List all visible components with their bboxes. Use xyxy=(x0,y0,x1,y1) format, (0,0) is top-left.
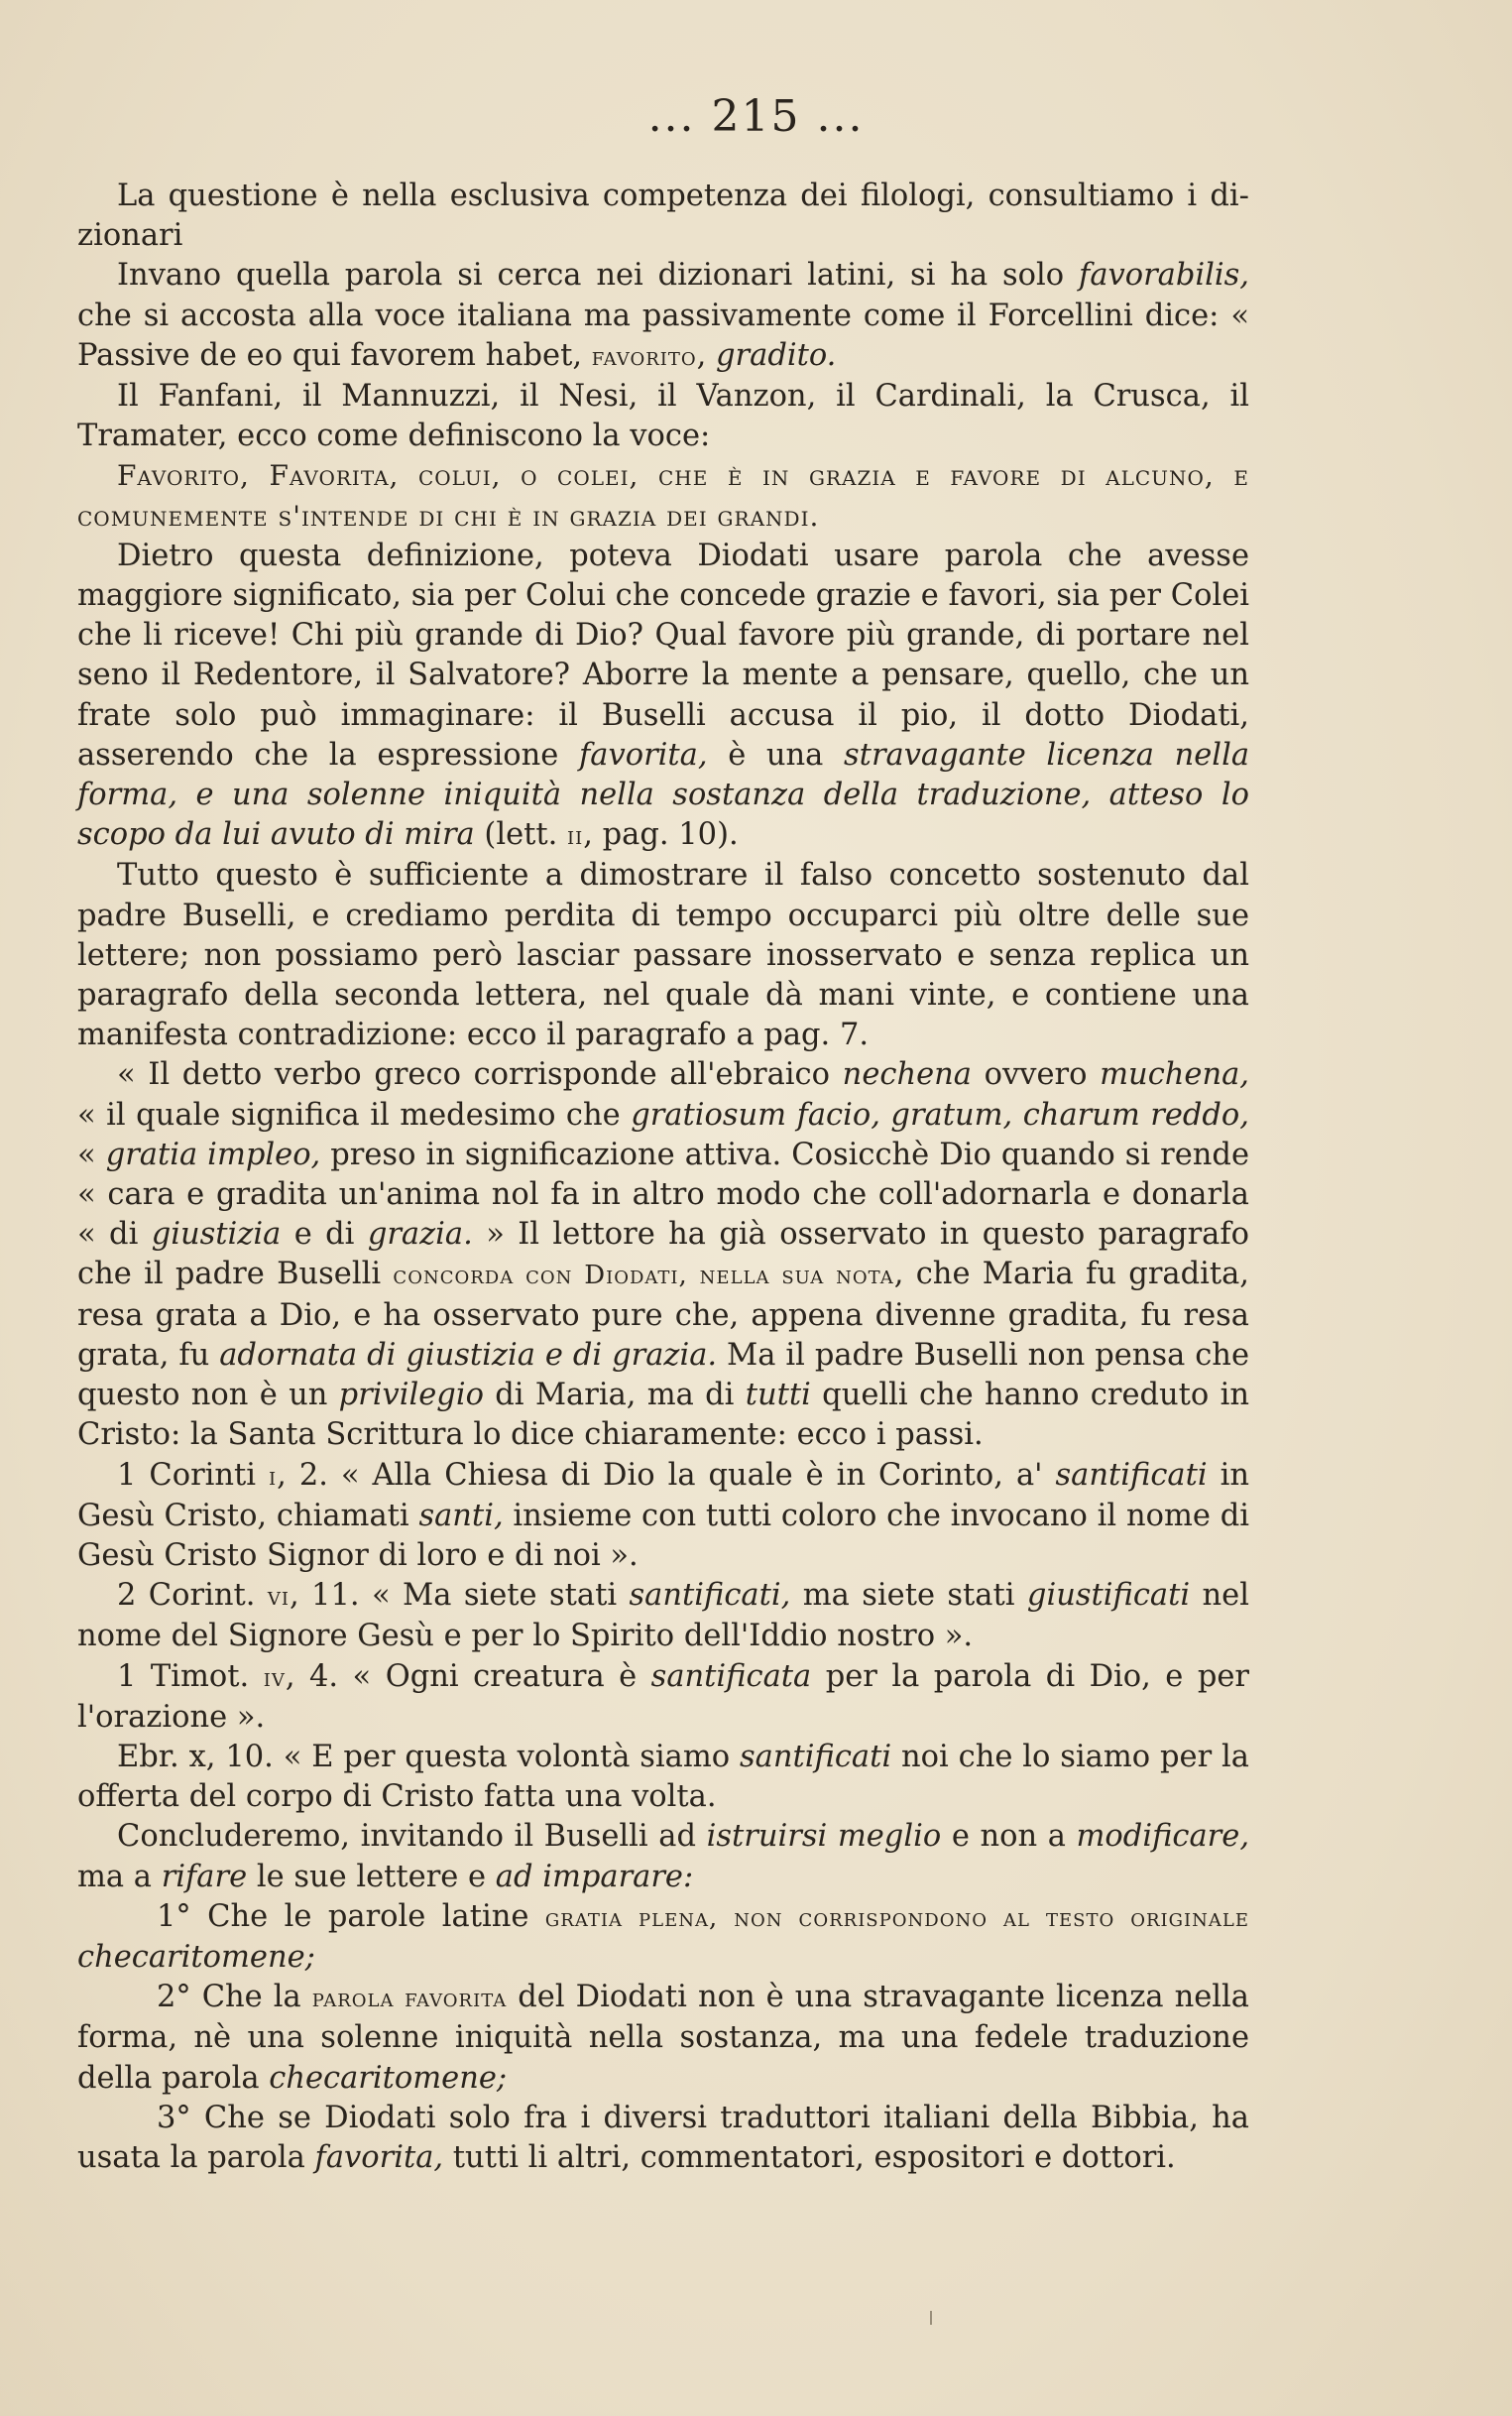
paragraph-3 xyxy=(77,377,1249,456)
text-span: quelli che hanno creduto in Cristo: la Santa Scrittura lo dice chiaramente: ecco i passi. xyxy=(77,1378,1249,1453)
text-span: di Maria, ma di xyxy=(483,1378,746,1413)
text-span: e non a xyxy=(941,1819,1077,1855)
text-span: » Il lettore ha già osservato in questo paragrafo che il padre Buselli xyxy=(77,1217,1249,1292)
text-span: del Diodati non è una stravagante licenza nella forma, nè una solenne iniquità nella sostanza, ma una fedele traduzione della parola xyxy=(77,1980,1249,2096)
text-span: Ma il padre Buselli non pensa che questo non è un xyxy=(77,1337,1249,1413)
italic-span: tutti xyxy=(745,1378,811,1413)
italic-span: gradito. xyxy=(716,337,837,373)
text-span: Il Fanfani, il Mannuzzi, il Nesi, il Vanzon, il Cardinali, la Crusca, il Tramater, ecco come definiscono la voce: xyxy=(77,379,1249,454)
italic-span: gratiosum facio, gratum, charum reddo, xyxy=(631,1097,1249,1133)
smallcaps-span: concorda con Diodati, nella sua nota xyxy=(393,1261,894,1291)
text-span: 3° Che se Diodati solo fra i diversi traduttori italiani della Bibbia, ha usata la parola xyxy=(77,2100,1249,2175)
italic-span: santificati, xyxy=(629,1578,791,1614)
italic-span: santi, xyxy=(418,1498,504,1533)
body-text xyxy=(77,177,1249,2178)
paragraph-conclusion xyxy=(77,1817,1249,1896)
text-span: La questione è nella esclusiva competenza dei filologi, consultiamo i di- xyxy=(117,179,1249,213)
paragraph-timot xyxy=(77,1657,1249,1738)
italic-span: favorabilis, xyxy=(1079,258,1249,294)
text-span: noi che lo siamo per la offerta del corpo di Cristo fatta una volta. xyxy=(77,1739,1249,1815)
italic-span: istruirsi meglio xyxy=(706,1819,942,1855)
smallcaps-span: Favorito, Favorita, colui, o colei, che è in grazia e favore di alcuno, e comunemente s'intende di chi è in grazia dei grandi. xyxy=(77,459,1249,533)
text-span: , xyxy=(696,337,717,373)
paragraph-6 xyxy=(77,856,1249,1055)
italic-span: favorita, xyxy=(314,2139,444,2175)
paragraph-corinti-2 xyxy=(77,1576,1249,1656)
italic-span: checaritomene; xyxy=(77,1939,315,1975)
text-span: 1 Timot. xyxy=(117,1658,264,1694)
text-span: che si accosta alla voce italiana ma passivamente come il Forcellini dice: « Passive de eo qui favorem habet, xyxy=(77,298,1249,373)
text-span: e di xyxy=(281,1217,368,1253)
text-span: Concluderemo, invitando il Buselli ad xyxy=(117,1819,707,1855)
italic-span: modificare, xyxy=(1076,1819,1250,1855)
italic-span: santificata xyxy=(650,1658,812,1694)
text-span: , 4. « Ogni creatura è xyxy=(285,1658,651,1694)
text-span: , 11. « Ma siete stati xyxy=(289,1578,630,1614)
text-span: in Gesù Cristo, chiamati xyxy=(77,1457,1249,1533)
italic-span: muchena, xyxy=(1100,1057,1249,1093)
smallcaps-span: vi xyxy=(267,1582,290,1613)
paragraph-definition xyxy=(77,456,1249,536)
text-span: le sue lettere e xyxy=(247,1859,496,1894)
italic-span: rifare xyxy=(161,1859,248,1894)
italic-span: ad imparare: xyxy=(495,1859,694,1894)
point-2 xyxy=(77,1978,1249,2099)
text-span: « il quale significa il medesimo che xyxy=(77,1097,632,1133)
point-1 xyxy=(77,1897,1249,1978)
text-span: tutti li altri, commentatori, espositori e dottori. xyxy=(443,2139,1176,2175)
text-span: 2 Corint. xyxy=(117,1578,268,1614)
text-span: ma a xyxy=(77,1859,162,1894)
text-span: zionari xyxy=(77,218,183,254)
paper-speck xyxy=(930,2311,932,2325)
text-span: 2° Che la xyxy=(157,1980,312,2015)
italic-span: giustificati xyxy=(1026,1578,1191,1614)
italic-span: santificati xyxy=(740,1739,892,1774)
text-span: , che Maria fu gradita, resa grata a Dio, e ha osservato pure che, appena divenne gradita, fu resa grata, fu xyxy=(77,1257,1250,1373)
text-span: 1 Corinti xyxy=(117,1457,270,1493)
text-span: Tutto questo è sufficiente a dimostrare il falso concetto sostenuto dal padre Buselli, e crediamo perdita di tempo occuparci più oltre delle sue lettere; non possiamo però lasciar passare inosservato e senza replica un paragrafo della seconda lettera, nel quale dà mani vinte, e contiene una manifesta contradizione: ecco il paragrafo a pag. 7. xyxy=(77,858,1249,1053)
text-span: « xyxy=(77,1137,106,1172)
text-span: Ebr. x, 10. « E per questa volontà siamo xyxy=(117,1739,741,1774)
text-span: ovvero xyxy=(971,1057,1101,1093)
text-span: (lett. xyxy=(474,817,568,853)
text-span: « Il detto verbo greco corrisponde all'ebraico xyxy=(117,1057,843,1093)
paragraph-1 xyxy=(77,177,1249,256)
text-span: Invano quella parola si cerca nei dizionari latini, si ha solo xyxy=(117,258,1080,294)
italic-span: santificati xyxy=(1055,1457,1208,1493)
paragraph-corinti-1 xyxy=(77,1456,1249,1577)
text-span: per la parola di Dio, e per l'orazione ». xyxy=(77,1658,1249,1735)
italic-span: nechena xyxy=(842,1057,972,1093)
italic-span: adornata di giustizia e di grazia. xyxy=(219,1337,718,1373)
smallcaps-span: iv xyxy=(263,1662,286,1693)
italic-span: stravagante licenza nella forma, e una solenne iniquità nella sostanza della traduzione, atteso lo scopo da lui avuto di mira xyxy=(77,737,1250,853)
smallcaps-span: i xyxy=(269,1461,278,1492)
italic-span: giustizia xyxy=(151,1217,282,1253)
text-span: preso in significazione attiva. Cosicchè Dio quando si rende « cara e gradita un'anima nol fa in altro modo che coll'adornarla e donarla « di xyxy=(77,1137,1249,1253)
smallcaps-span: gratia plena, non corrispondono al testo originale xyxy=(544,1902,1249,1933)
text-span: Dietro questa definizione, poteva Diodati usare parola che avesse maggiore significato, sia per Colui che concede grazie e favori, sia per Colei che li riceve! Chi più grande di Dio? Qual favore più grande, di portare nel seno il Redentore, il Salvatore? Aborre la mente a pensare, quello, che un frate solo può immaginare: il Buselli accusa il pio, il dotto Diodati, asserendo che la espressione xyxy=(77,538,1249,773)
smallcaps-span: ii xyxy=(567,821,584,852)
text-span: 1° Che le parole latine xyxy=(157,1898,545,1934)
italic-span: grazia. xyxy=(367,1217,473,1253)
text-span: , 2. « Alla Chiesa di Dio la quale è in Corinto, a' xyxy=(277,1457,1056,1493)
italic-span: gratia impleo, xyxy=(105,1137,321,1172)
page-number-header: ... 215 ... xyxy=(647,91,865,142)
paragraph-2 xyxy=(77,256,1249,377)
smallcaps-span: parola favorita xyxy=(311,1984,508,2014)
text-span: è una xyxy=(707,737,845,773)
text-span: , pag. 10). xyxy=(583,817,739,853)
text-span: ma siete stati xyxy=(790,1578,1027,1614)
smallcaps-span: favorito xyxy=(591,341,697,372)
paragraph-7 xyxy=(77,1055,1249,1455)
text-span: nel nome del Signore Gesù e per lo Spirito dell'Iddio nostro ». xyxy=(77,1578,1249,1654)
italic-span: favorita, xyxy=(579,737,708,773)
paragraph-ebr xyxy=(77,1738,1249,1817)
text-span: insieme con tutti coloro che invocano il nome di Gesù Cristo Signor di loro e di noi ». xyxy=(77,1498,1249,1573)
italic-span: privilegio xyxy=(338,1378,484,1413)
point-3 xyxy=(77,2099,1249,2178)
paragraph-5 xyxy=(77,537,1249,857)
italic-span: checaritomene; xyxy=(269,2060,508,2096)
